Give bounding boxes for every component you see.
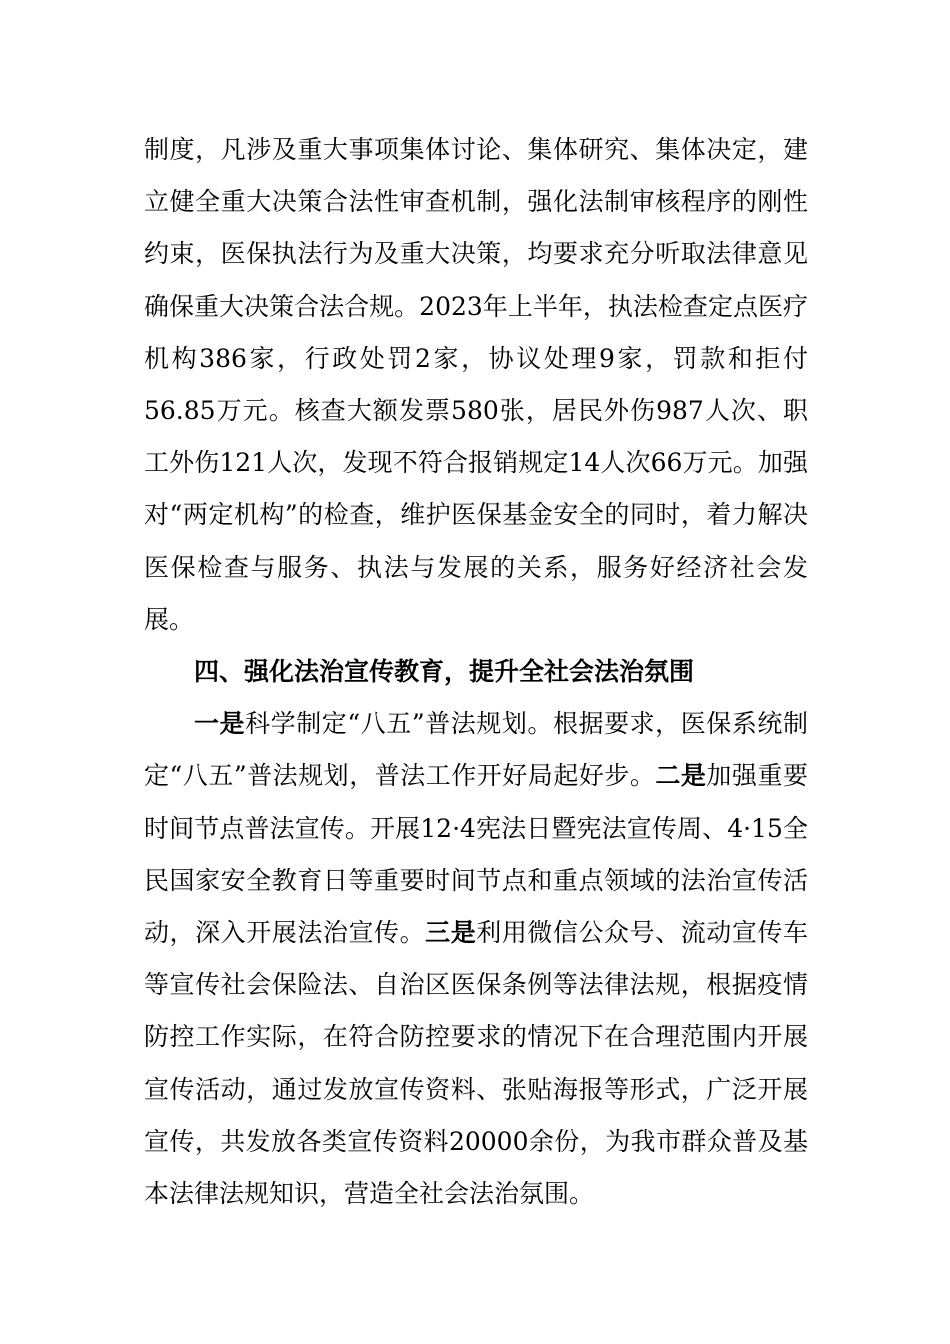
point-text-1: 科学制定“八五”普法规划。根据要求，医保系统制定“八五”普法规划，普法工作开好局起好步。 bbox=[144, 709, 808, 791]
paragraph-publicity bbox=[144, 698, 808, 1220]
point-lead-2: 二是 bbox=[655, 761, 707, 791]
section-heading-4: 四、强化法治宣传教育，提升全社会法治氛围 bbox=[194, 657, 695, 687]
point-text-3: 利用微信公众号、流动宣传车等宣传社会保险法、自治区医保条例等法律法规，根据疫情防控工作实际，在符合防控要求的情况下在合理范围内开展宣传活动，通过发放宣传资料、张贴海报等形式，广泛开展宣传，共发放各类宣传资料20000余份，为我市群众普及基本法律法规知识，营造全社会法治氛围。 bbox=[144, 918, 808, 1209]
document-body bbox=[144, 124, 808, 1220]
point-text-2: 加强重要时间节点普法宣传。开展12·4宪法日暨宪法宣传周、4·15全民国家安全教育日等重要时间节点和重点领域的法治宣传活动，深入开展法治宣传。 bbox=[144, 761, 808, 948]
point-lead-3: 三是 bbox=[425, 918, 477, 948]
point-lead-1: 一是 bbox=[194, 709, 246, 739]
paragraph-continuation: 制度，凡涉及重大事项集体讨论、集体研究、集体决定，建立健全重大决策合法性审查机制，强化法制审核程序的刚性约束，医保执法行为及重大决策，均要求充分听取法律意见确保重大决策合法合规。2023年上半年，执法检查定点医疗机构386家，行政处罚2家，协议处理9家，罚款和拒付56.85万元。核查大额发票580张，居民外伤987人次、职工外伤121人次，发现不符合报销规定14人次66万元。加强对“两定机构”的检查，维护医保基金安全的同时，着力解决医保检查与服务、执法与发展的关系，服务好经济社会发展。 bbox=[144, 135, 808, 634]
